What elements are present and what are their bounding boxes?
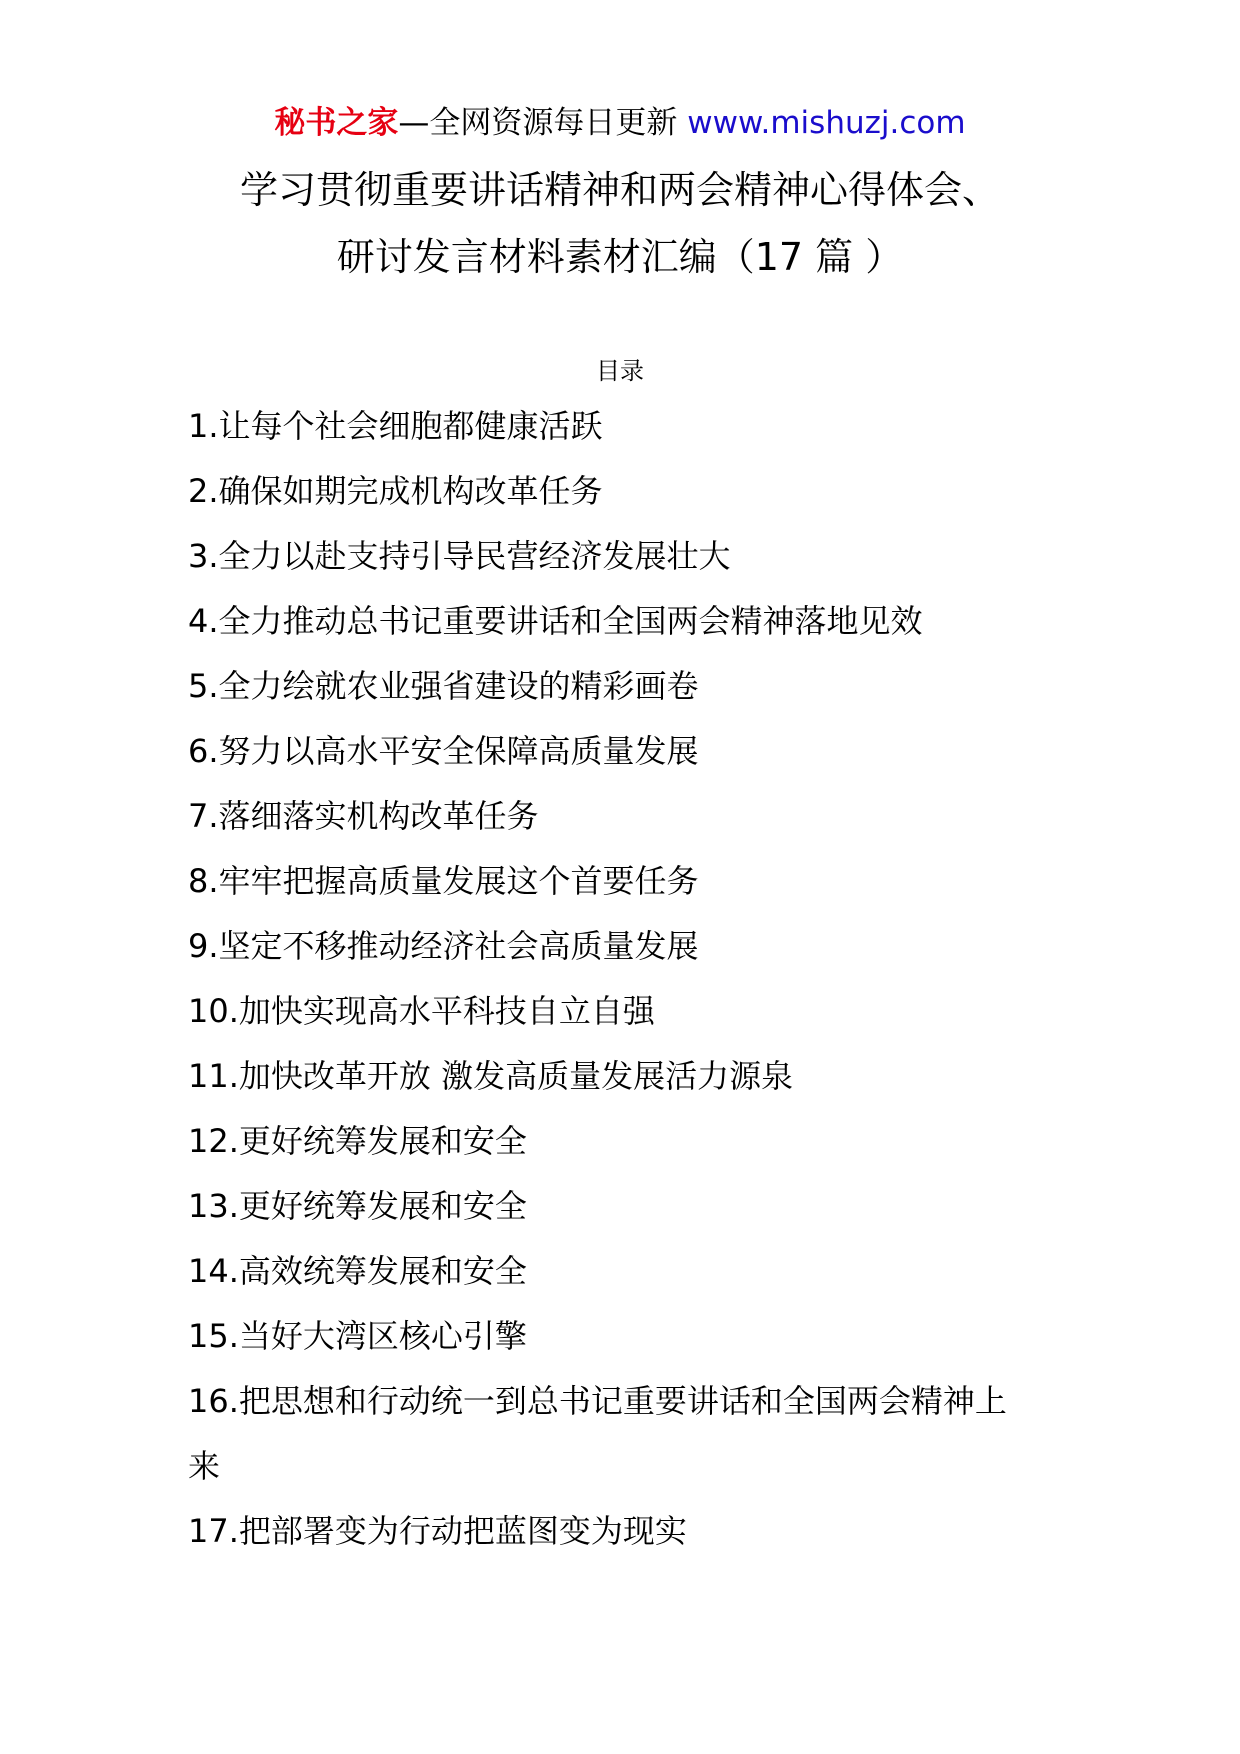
toc-heading: 目录 [596,357,644,385]
toc-item: 7.落细落实机构改革任务 [188,797,539,835]
toc-item: 15.当好大湾区核心引擎 [188,1317,527,1355]
site-header [0,103,1240,143]
toc-item: 13.更好统筹发展和安全 [188,1187,527,1225]
brand-name: 秘书之家 [274,105,399,141]
toc-item: 11.加快改革开放 激发高质量发展活力源泉 [188,1057,794,1095]
toc-item: 3.全力以赴支持引导民营经济发展壮大 [188,537,731,575]
toc-item: 8.牢牢把握高质量发展这个首要任务 [188,862,699,900]
toc-item: 4.全力推动总书记重要讲话和全国两会精神落地见效 [188,602,923,640]
toc-item: 17.把部署变为行动把蓝图变为现实 [188,1512,687,1550]
toc-item: 9.坚定不移推动经济社会高质量发展 [188,927,699,965]
site-slogan: —全网资源每日更新 [398,105,688,141]
toc-item: 10.加快实现高水平科技自立自强 [188,992,655,1030]
toc-item: 12.更好统筹发展和安全 [188,1122,527,1160]
toc-item-continuation: 来 [188,1447,221,1485]
site-url-link[interactable]: www.mishuzj.com [687,105,966,141]
toc-item: 14.高效统筹发展和安全 [188,1252,527,1290]
table-of-contents [188,394,1068,1564]
toc-item: 2.确保如期完成机构改革任务 [188,472,603,510]
toc-item: 6.努力以高水平安全保障高质量发展 [188,732,699,770]
document-title-line-1: 学习贯彻重要讲话精神和两会精神心得体会、 [239,168,1000,212]
toc-item: 1.让每个社会细胞都健康活跃 [188,407,603,445]
toc-item: 5.全力绘就农业强省建设的精彩画卷 [188,667,699,705]
toc-item: 16.把思想和行动统一到总书记重要讲话和全国两会精神上 [188,1382,1007,1420]
document-title-line-2: 研讨发言材料素材汇编（17 篇 ） [336,235,904,279]
